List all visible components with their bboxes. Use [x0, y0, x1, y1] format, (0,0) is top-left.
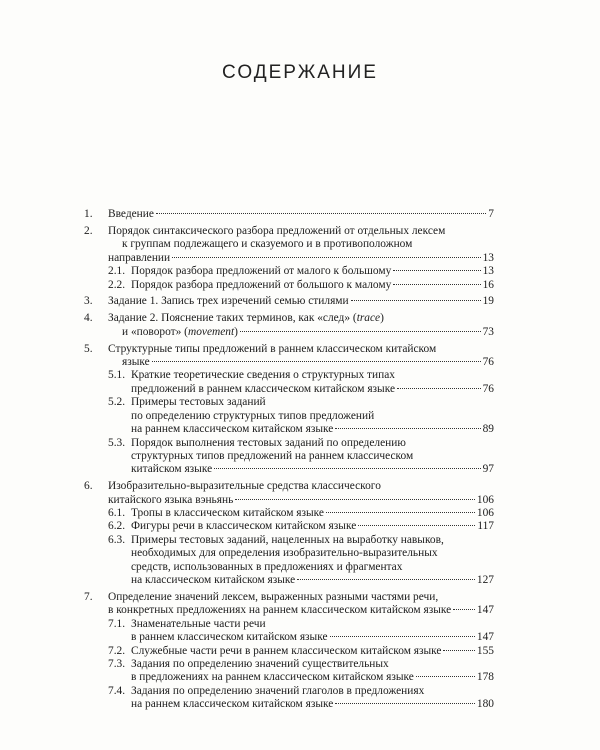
toc-page: 76	[482, 356, 494, 369]
toc-page: 106	[476, 493, 494, 506]
toc-page: 117	[477, 520, 494, 533]
toc-page: 13	[482, 251, 494, 264]
toc-title: в предложениях на раннем классическом китайском языке	[131, 671, 414, 684]
toc-number: 7.2.	[108, 644, 126, 657]
toc-number: 5.3.	[108, 436, 126, 449]
toc-page: 19	[482, 295, 494, 308]
toc-title: Тропы в классическом китайском языке	[131, 507, 324, 520]
page-title: СОДЕРЖАНИЕ	[222, 62, 378, 83]
toc-page: 97	[482, 463, 494, 476]
toc-title-line: Краткие теоретические сведения о структурных типах	[131, 369, 395, 382]
toc-page: 7	[488, 208, 494, 220]
toc-page: 180	[476, 698, 494, 711]
toc-title: Задание 1. Запись трех изречений семью стилями	[108, 295, 349, 308]
toc-title: китайском языке	[131, 463, 213, 476]
toc-entry	[84, 437, 494, 477]
toc-entry	[84, 645, 494, 658]
toc-number: 1.	[84, 208, 93, 220]
toc-title: Фигуры речи в классическом китайском языке	[131, 520, 357, 533]
toc-number: 5.1.	[108, 369, 126, 382]
toc-number: 7.1.	[108, 617, 126, 630]
toc-title-line: Порядок выполнения тестовых заданий по определению	[131, 436, 406, 449]
toc-title-line: структурных типов предложений на раннем классическом	[131, 449, 414, 462]
toc-entry	[84, 208, 494, 221]
toc-entry	[84, 480, 494, 507]
toc-title-line: Примеры тестовых заданий	[131, 396, 266, 409]
toc-title-line: Задания по определению значений глаголов в предложениях	[131, 684, 425, 697]
toc-page: 147	[476, 631, 494, 644]
toc-title-line: Структурные типы предложений в раннем классическом китайском	[108, 342, 437, 355]
toc-title: на классическом китайском языке	[131, 574, 296, 587]
toc-title-line: Определение значений лексем, выраженных разными частями речи,	[108, 590, 439, 603]
toc-entry	[84, 534, 494, 588]
toc-title-line: Задание 2. Пояснение таких терминов, как «след» (trace)	[108, 312, 384, 325]
toc-title: Порядок разбора предложений от большого к малому	[131, 278, 392, 291]
toc-title: направлении	[108, 251, 171, 264]
toc-entry	[84, 507, 494, 520]
toc-title: предложений в раннем классическом китайском языке	[131, 382, 396, 395]
toc-title-line: Порядок синтаксического разбора предложений от отдельных лексем	[108, 224, 446, 237]
toc-number: 7.4.	[108, 684, 126, 697]
toc-title: и «поворот» (movement)	[122, 325, 238, 338]
table-of-contents	[84, 208, 494, 712]
toc-number: 4.	[84, 312, 93, 325]
toc-title: Служебные части речи в раннем классическом китайском языке	[131, 644, 442, 657]
toc-title: китайского языка вэньянь	[108, 493, 234, 506]
toc-number: 5.2.	[108, 396, 126, 409]
toc-title: Введение	[108, 208, 154, 220]
toc-page: 178	[476, 671, 494, 684]
toc-number: 2.	[84, 224, 93, 237]
toc-page: 13	[482, 265, 494, 278]
toc-entry	[84, 369, 494, 396]
toc-title-line: Примеры тестовых заданий, нацеленных на выработку навыков,	[131, 533, 444, 546]
toc-entry	[84, 685, 494, 712]
toc-entry	[84, 343, 494, 370]
toc-number: 6.2.	[108, 520, 126, 533]
toc-page: 127	[476, 574, 494, 587]
toc-number: 6.3.	[108, 533, 126, 546]
toc-entry	[84, 591, 494, 618]
toc-number: 6.	[84, 480, 93, 493]
toc-number: 2.1.	[108, 265, 126, 278]
toc-page: 155	[476, 644, 494, 657]
toc-page: 16	[482, 278, 494, 291]
toc-title: на раннем классическом китайском языке	[131, 698, 334, 711]
toc-title-line: Задания по определению значений существительных	[131, 658, 389, 670]
toc-title-line: по определению структурных типов предложений	[131, 409, 375, 422]
toc-number: 2.2.	[108, 278, 126, 291]
toc-number: 6.1.	[108, 507, 126, 520]
toc-entry	[84, 225, 494, 265]
toc-number: 7.3.	[108, 658, 126, 670]
toc-title-line: к группам подлежащего и сказуемого и в противоположном	[122, 238, 413, 251]
toc-title-line: Знаменательные части речи	[131, 617, 266, 630]
toc-title-line: необходимых для определения изобразительно-выразительных	[131, 547, 438, 560]
toc-entry	[84, 295, 494, 308]
toc-entry	[84, 279, 494, 292]
toc-page: 89	[482, 423, 494, 436]
toc-entry	[84, 520, 494, 533]
toc-entry	[84, 658, 494, 685]
toc-entry	[84, 396, 494, 436]
toc-title: языке	[122, 356, 150, 369]
toc-page: 76	[482, 382, 494, 395]
toc-entry	[84, 618, 494, 645]
toc-number: 7.	[84, 590, 93, 603]
toc-page: 147	[476, 604, 494, 617]
toc-title-line: Изобразительно-выразительные средства классического	[108, 480, 381, 493]
toc-title: в раннем классическом китайском языке	[131, 631, 328, 644]
toc-page: 73	[482, 325, 494, 338]
toc-entry	[84, 265, 494, 278]
toc-title: на раннем классическом китайском языке	[131, 423, 334, 436]
toc-page: 106	[476, 507, 494, 520]
toc-number: 5.	[84, 342, 93, 355]
toc-title: в конкретных предложениях на раннем классическом китайском языке	[108, 604, 452, 617]
toc-number: 3.	[84, 295, 93, 308]
toc-title-line: средств, использованных в предложениях и фрагментах	[131, 560, 403, 573]
toc-entry	[84, 312, 494, 339]
toc-title: Порядок разбора предложений от малого к большому	[131, 265, 392, 278]
